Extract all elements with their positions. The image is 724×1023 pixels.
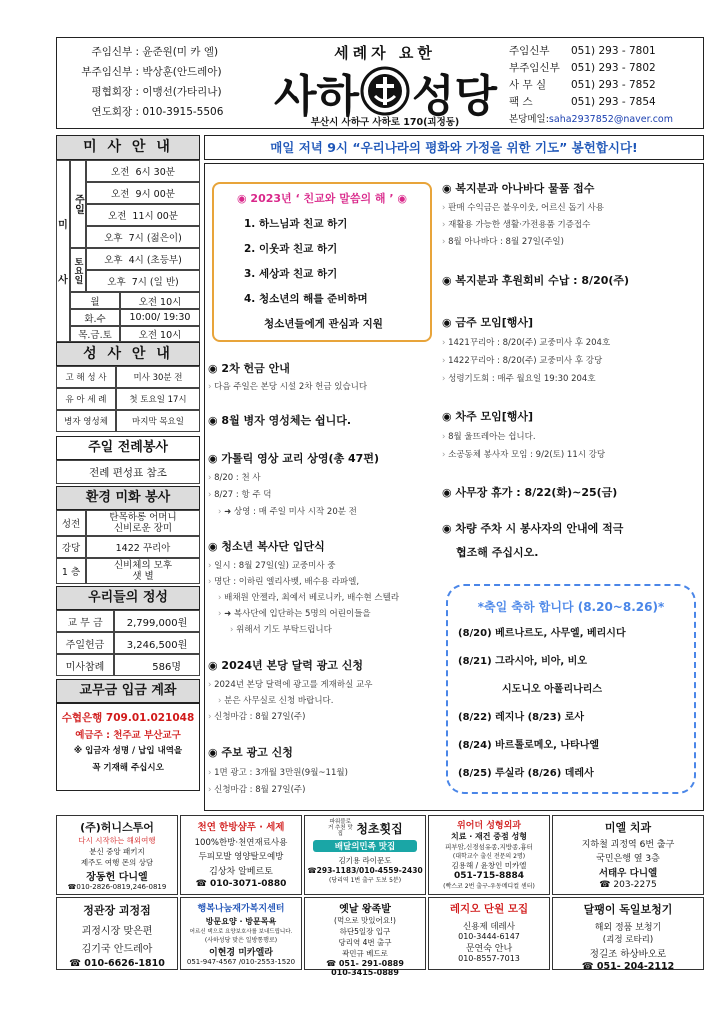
header-subtitle: 세례자 요한 [334, 44, 436, 62]
notice-line: › 소공동체 봉사자 모임 : 9/2(토) 11시 강당 [442, 448, 700, 460]
offering-title: 우리들의 정성 [56, 586, 200, 610]
ad-text: ☎ 051- 291-0889 [326, 959, 404, 968]
environment-row: 강당 1422 꾸리아 [56, 536, 200, 558]
offering-row: 미사참례 586명 [56, 654, 200, 676]
ad-text: 옛날 왕족발 [339, 904, 391, 915]
feast-row: (8/21) 그라시아, 비아, 비오 [458, 656, 587, 667]
feast-row: 시도니오 아폴리나리스 [502, 684, 603, 695]
ad-text: 해외 정품 보청기 [594, 923, 662, 933]
notice-title: ◉ 가톨릭 영상 교리 상영(총 47편) [208, 452, 379, 465]
weekday-time: 오전 10시 [120, 326, 200, 342]
ad-text: 다시 시작하는 해외여행 [78, 836, 156, 845]
account-note: 꼭 기재해 주십시오 [92, 763, 164, 773]
weekday-time: 오전 10시 [120, 292, 200, 309]
notice-line: › 신청마감 : 8월 27일(주) [208, 710, 440, 722]
ad-text: 국민은행 옆 3층 [596, 854, 660, 864]
notice-line: › 분은 사무실로 신청 바랍니다. [208, 694, 440, 706]
church-name-right: 성당 [412, 71, 498, 122]
notice-line: › 8/20 : 천 사 [208, 471, 440, 483]
header [56, 37, 704, 129]
notice-mid [208, 360, 440, 392]
ad-text: (주)허니스투어 [80, 821, 154, 834]
liturgy-value: 전례 편성표 참조 [56, 460, 200, 484]
notice-title: ◉ 복지분과 아나바다 물품 접수 [442, 182, 595, 195]
ad-text: (대학교수 출신 전문의 2명) [452, 853, 526, 860]
notice-title: ◉ 2024년 본당 달력 광고 신청 [208, 659, 363, 672]
phone-line: 팩 스 051) 293 - 7854 [509, 96, 656, 108]
ad-text: 010-3444-6147 [458, 932, 520, 941]
prayer-banner: 매일 저녁 9시 “우리나라의 평화와 가정을 위한 기도” 봉헌합시다! [204, 135, 704, 160]
weekday-time: 10:00/ 19:30 [120, 309, 200, 326]
staff-line: 부주임신부 : 박상훈(안드레아) [81, 66, 222, 78]
staff-line: 평협회장 : 이맹선(가타리나) [91, 86, 222, 98]
mass-row: 오전 9시 00분 [86, 182, 200, 204]
notice-line: › 신청마감 : 8월 27일(주) [208, 783, 440, 795]
account-bank: 수협은행 709.01.021048 [61, 712, 195, 724]
phone-line: 부주임신부 051) 293 - 7802 [509, 62, 656, 74]
offering-row: 교 무 금 2,799,000원 [56, 610, 200, 632]
notice-line: › 위해서 기도 부탁드립니다 [208, 623, 440, 635]
notice-right [442, 520, 700, 560]
email-line[interactable]: 본당메일:saha2937852@naver.com [509, 114, 673, 125]
notice-mid [208, 657, 440, 722]
ad-text: ☎ 010-6626-1810 [69, 958, 165, 969]
ad-text: 051-715-8884 [453, 871, 525, 881]
feast-row: (8/25) 루실라 (8/26) 데레사 [458, 768, 594, 779]
notice-title: ◉ 복지분과 후원회비 수납 : 8/20(주) [442, 274, 630, 287]
year-theme-title: ◉ 2023년 ‘ 친교와 말씀의 해 ’ ◉ [237, 192, 407, 205]
ad-text: (사하성당 맞은 일방통행로) [204, 937, 278, 944]
header-left-staff [63, 44, 263, 124]
notice-title: ◉ 주보 광고 신청 [208, 746, 293, 759]
church-name-left: 사하 [273, 71, 359, 122]
account-title: 교무금 입금 계좌 [56, 679, 200, 703]
ad-jeonggwanjang [56, 897, 178, 970]
environment-row: 1 층 신비체의 모후 샛 별 [56, 558, 200, 584]
ad-text: 장동헌 다니엘 [86, 872, 148, 883]
weekday-day: 목.금.토 [70, 326, 120, 342]
ad-text: 김기국 안드레아 [81, 944, 153, 955]
notice-title: ◉ 8월 병자 영성체는 쉽니다. [208, 414, 352, 427]
ad-text: 달팽이 독일보청기 [583, 903, 673, 916]
ad-text: 행복나눔재가복지센터 [197, 904, 285, 914]
sacrament-title: 성 사 안 내 [56, 342, 200, 366]
account-holder: 예금주 : 천주교 부산교구 [75, 730, 181, 741]
notice-line: › 일시 : 8월 27일(일) 교중미사 중 [208, 559, 440, 571]
notice-right [442, 180, 700, 247]
environment-title: 환경 미화 봉사 [56, 486, 200, 510]
year-theme-box [212, 182, 432, 342]
notice-title: ◉ 청소년 복사단 입단식 [208, 540, 325, 553]
year-theme-item: 1. 하느님과 친교 하기 [244, 218, 348, 230]
phone-line: 주임신부 051) 293 - 7801 [509, 45, 656, 57]
ad-text: 위어더 성형외과 [457, 821, 521, 831]
mass-row: 오전 6시 30분 [86, 160, 200, 182]
ad-text: 하단5일장 입구 [339, 927, 391, 936]
ad-text: 010-3415-0889 [331, 968, 399, 977]
mass-row: 오후 7시 (일 반) [86, 270, 200, 292]
ad-text: ☎ 203-2275 [599, 880, 657, 890]
ad-miel-dental [552, 815, 704, 895]
ad-text: 당리역 4번 출구 [338, 938, 392, 947]
ad-text: 문연숙 안나 [465, 944, 513, 954]
ad-text: ☎010-2826-0819,246-0819 [67, 883, 167, 891]
notice-line: › 8월 아나바다 : 8월 27일(주일) [442, 235, 700, 247]
staff-line: 주임신부 : 윤준원(미 카 엘) [91, 46, 219, 58]
ad-legio-recruit [428, 897, 550, 970]
ad-text: 천연 한방샴푸 · 세제 [197, 822, 285, 833]
account-box [56, 703, 200, 791]
ad-text: 레지오 단원 모집 [449, 903, 529, 915]
mass-title: 미 사 안 내 [56, 135, 200, 160]
ad-text: 051-947-4567 /010-2553-1520 [186, 958, 296, 966]
notice-mid [208, 450, 440, 517]
notice-title: ◉ 차주 모임[행사] [442, 410, 534, 423]
notice-title: ◉ 사무장 휴가 : 8/22(화)~25(금) [442, 486, 618, 499]
ad-text: 배달의민족 맛집 [313, 840, 417, 852]
ad-text: 정관장 괴정점 [83, 904, 151, 917]
ad-text: 정길조 하상바오로 [589, 949, 667, 960]
sacrament-row: 병자 영성체 마지막 목요일 [56, 410, 200, 432]
ad-welfare-center [180, 897, 302, 970]
ad-text: 김용해 / 윤창인 미카엘 [451, 861, 527, 870]
notice-line: › 8월 울뜨레아는 쉽니다. [442, 430, 700, 442]
notice-line: › 판매 수익금은 불우이웃, 어르신 돕기 사용 [442, 201, 700, 213]
staff-line: 연도회장 : 010-3915-5506 [91, 106, 224, 118]
ad-text: 곽민규 베드로 [342, 949, 388, 958]
notice-right [442, 272, 700, 288]
feast-row: (8/20) 베르나르도, 사무엘, 베리시다 [458, 628, 626, 639]
notice-line: › 배채원 안젤라, 최예서 베로니카, 배수현 스텔라 [208, 591, 440, 603]
sacrament-row: 고 해 성 사 미사 30분 전 [56, 366, 200, 388]
ad-text: (괴정 로타리) [602, 935, 654, 945]
ad-text: 이현경 미카엘라 [209, 948, 273, 958]
notice-title-cont: 협조해 주십시오. [456, 546, 539, 559]
church-address: 부산시 사하구 사하로 170(괴정동) [310, 117, 460, 128]
notice-line: › 다음 주일은 본당 시설 2차 헌금 있습니다 [208, 380, 440, 392]
year-theme-item: 청소년들에게 관심과 지원 [264, 318, 383, 330]
weekday-day: 월 [70, 292, 120, 309]
ad-pork-trotters [304, 897, 426, 977]
ad-text: ☎ 051- 204-2112 [581, 961, 675, 972]
ad-text: 신용제 데레사 [463, 922, 515, 932]
ad-honey-tour [56, 815, 178, 895]
ad-text: 지하철 괴정역 6번 출구 [581, 840, 675, 850]
ad-text: 청초횟집 [356, 821, 403, 836]
ad-text: 방문요양 · 방문목욕 [205, 917, 277, 926]
notice-line: › 8/27 : 항 주 덕 [208, 488, 440, 500]
ad-plastic-surgery [428, 815, 550, 895]
notice-right [442, 314, 700, 384]
notice-line: › 2024년 본당 달력에 광고를 게재하실 교우 [208, 678, 440, 690]
notice-title: ◉ 2차 헌금 안내 [208, 362, 290, 375]
ad-text: ☎293-1183/010-4559-2430 [307, 866, 423, 875]
ad-text: 010-8557-7013 [458, 954, 520, 963]
feast-row: (8/22) 레지나 (8/23) 로사 [458, 712, 585, 723]
notice-mid [208, 744, 440, 795]
notice-line: › 1422꾸리아 : 8/20(주) 교중미사 후 강당 [442, 354, 700, 366]
mass-table [56, 160, 200, 342]
sacrament-row: 유 아 세 례 첫 토요일 17시 [56, 388, 200, 410]
feast-title: *축일 축하 합니다 (8.20~8.26)* [477, 600, 665, 614]
ad-hearing-aid [552, 897, 704, 970]
notice-line: › 명단 : 이하린 엘리사벳, 배수용 라파엘, [208, 575, 440, 587]
ad-herbal-shampoo [180, 815, 302, 895]
year-theme-item: 3. 세상과 친교 하기 [244, 268, 338, 280]
notice-title: ◉ 금주 모임[행사] [442, 316, 534, 329]
notice-line: › 재활용 가능한 생활·가전용품 기증접수 [442, 218, 700, 230]
notice-right [442, 408, 700, 460]
church-emblem-icon [360, 66, 410, 116]
notice-right [442, 484, 700, 500]
notice-title: ◉ 차량 주차 시 봉사자의 안내에 적극 [442, 522, 624, 535]
weekday-day: 화.수 [70, 309, 120, 326]
phone-line: 사 무 실 051) 293 - 7852 [509, 79, 656, 91]
ad-text: ☎ 010-3071-0880 [195, 879, 287, 889]
ad-text: 파워블로거 추천 맛집 [327, 819, 353, 837]
sunday-label: 주일 [70, 160, 86, 248]
notice-mid [208, 412, 440, 428]
ad-text: (빡스코 2번 출구-우동메디컬 센터) [443, 883, 535, 890]
offering-row: 주일헌금 3,246,500원 [56, 632, 200, 654]
year-theme-item: 2. 이웃과 친교 하기 [244, 243, 338, 255]
mass-row: 오전 11시 00분 [86, 204, 200, 226]
ad-text: (먹으로 맛있어요!) [334, 916, 396, 925]
notice-line: › ➜ 상영 : 매 주일 미사 시작 20분 전 [208, 505, 440, 517]
notice-line: › ➜ 복사단에 입단하는 5명의 어린이들을 [208, 607, 440, 619]
ad-text: 제주도 여행 몬의 상담 [80, 858, 154, 867]
ad-text: 미엘 치과 [604, 821, 652, 834]
feast-row: (8/24) 바르톨로메오, 나타나엘 [458, 740, 600, 751]
ad-text: 김상차 알베르토 [209, 867, 273, 877]
mass-side-label: 미 사 [56, 160, 70, 342]
ad-text: 서태우 다니엘 [598, 868, 658, 879]
mass-row: 오후 7시 (젊은이) [86, 226, 200, 248]
feast-box [446, 584, 696, 794]
notice-line: › 성령기도회 : 매주 월요일 19:30 204호 [442, 372, 700, 384]
ad-text [305, 819, 425, 837]
ad-text: 분신 중앙 패키지 [89, 847, 145, 856]
ad-text: 100%한방·천연재료사용 [194, 838, 288, 848]
header-right-phones [509, 43, 703, 127]
left-column [56, 135, 200, 791]
ad-text: 김기용 라이문도 [338, 856, 392, 865]
ad-text: 두피모발 영양탈모예방 [198, 852, 284, 862]
ad-text: 괴정시장 맞은편 [81, 926, 153, 937]
ad-text: (당리역 1번 출구 도보 5분) [328, 877, 402, 884]
environment-row: 성전 탄목하롱 어머니 신비로운 장미 [56, 510, 200, 536]
mass-row: 오후 4시 (초등부) [86, 248, 200, 270]
notice-line: › 1면 광고 : 3개월 3만원(9월~11월) [208, 766, 440, 778]
liturgy-title: 주일 전례봉사 [56, 436, 200, 460]
notice-mid [208, 538, 440, 635]
ad-text: 피부암,신경섬유종,지방종,흉터 [445, 843, 533, 851]
account-note: ※ 입금자 성명 / 납입 내역을 [73, 746, 183, 756]
year-theme-item: 4. 청소년의 해를 준비하며 [244, 293, 368, 305]
notice-line: › 1421꾸리아 : 8/20(주) 교중미사 후 204호 [442, 336, 700, 348]
ad-cheongcho-restaurant [304, 815, 426, 895]
ad-text: 어르신 댁으로 요양보호사를 보내드립니다. [189, 929, 293, 935]
ad-text: 치료 · 재건 중점 성형 [450, 832, 527, 841]
saturday-label: 토요일 [70, 248, 86, 292]
